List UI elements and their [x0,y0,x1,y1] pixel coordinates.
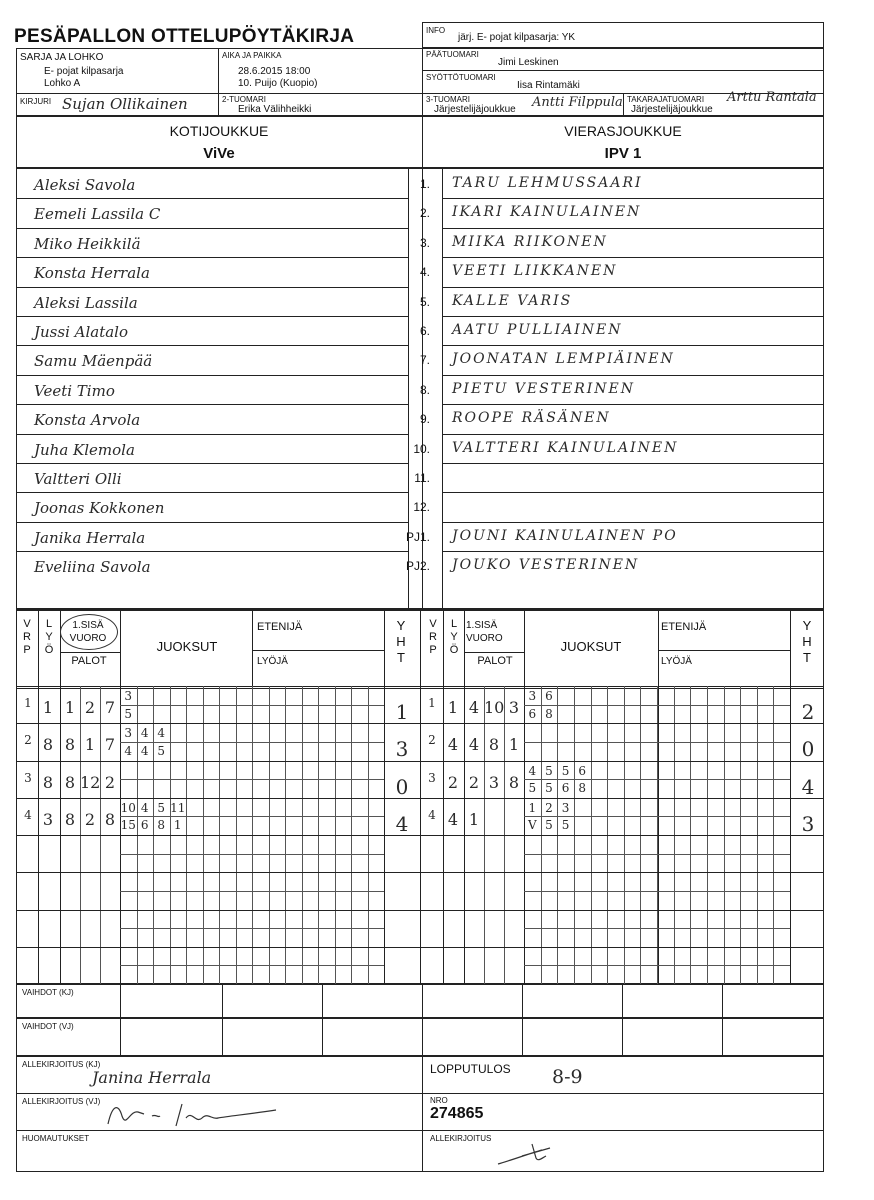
home-player: Aleksi Lassila [34,293,138,312]
roster-number: 11. [414,471,430,485]
home-player: Konsta Herrala [34,264,150,283]
palot-value: 1 [64,698,76,717]
away-player: JOONATAN LEMPIÄINEN [452,351,675,368]
inning-batter: 4 [447,735,459,755]
tuomari2-label: 2-TUOMARI [222,95,266,104]
kirjuri-label: KIRJURI [20,97,52,106]
away-v-header: V R P [429,618,437,656]
roster-number: 1. [419,177,430,191]
away-player: JOUKO VESTERINEN [452,557,640,574]
home-sisa-header: 1.SISÄ VUORO [69,620,107,644]
away-player: TARU LEHMUSSAARI [452,175,643,191]
away-player: PIETU VESTERINEN [452,380,636,397]
run-top: 3 [124,689,133,703]
inning-total: 4 [395,811,409,836]
tuomari3-hand: Antti Filppula [532,95,623,110]
roster-number: 2. [419,206,430,221]
run-top: 3 [528,689,537,703]
sarja-label: SARJA JA LOHKO [20,52,104,63]
run-bottom: 1 [173,818,182,833]
info-value: järj. E- pojat kilpasarja: YK [458,32,576,43]
run-bottom: 5 [561,818,570,833]
tuomari3-value: Järjestelijäjoukkue [434,104,516,115]
inning-total: 0 [801,737,815,762]
home-yht-header: Y H T [396,618,406,665]
lopputulos-value: 8-9 [552,1066,583,1088]
away-player: JOUNI KAINULAINEN PO [452,527,678,544]
run-bottom: 6 [140,818,149,833]
away-sisa-header: 1.SISÄ VUORO [466,620,503,644]
inning-batter: 8 [42,735,54,755]
palot-value: 1 [468,809,480,829]
inning-total: 1 [395,700,409,724]
takaraja-hand: Arttu Rantala [727,90,817,105]
away-player: KALLE VARIS [452,292,573,309]
run-top: 10 [120,800,136,815]
takaraja-value: Järjestelijäjoukkue [631,104,713,115]
palot-value: 2 [104,772,116,792]
away-yht-header: Y H T [802,618,812,665]
paatuomari-value: Jimi Leskinen [498,57,559,68]
palot-value: 4 [468,735,480,755]
run-bottom: 15 [120,818,136,833]
nro-value: 274865 [430,1105,484,1122]
roster-number: PJ2. [405,559,430,574]
home-lyoja-header: LYÖJÄ [257,656,288,667]
run-bottom: 4 [140,743,149,758]
inning-batter: 1 [447,698,459,717]
away-palot-header: PALOT [477,655,513,667]
palot-value: 2 [84,698,96,717]
run-bottom: 6 [561,781,570,796]
home-team-label: KOTIJOUKKUE [169,123,269,139]
run-top: 5 [561,763,570,778]
paatuomari-label: PÄÄTUOMARI [426,50,479,59]
palot-value: 4 [468,698,480,717]
nro-label: NRO [430,1096,448,1105]
vaihdot-vj-label: VAIHDOT (VJ) [22,1022,74,1031]
run-top: 3 [124,726,133,741]
away-lyoja-header: LYÖJÄ [661,656,692,667]
inning-batter: 3 [42,809,54,829]
away-player: VEETI LIIKKANEN [452,263,618,280]
home-team-name: ViVe [203,145,235,162]
away-player: MIIKA RIIKONEN [452,233,608,250]
tuomari2-value: Erika Välihheikki [238,104,312,115]
home-player: Eemeli Lassila C [34,205,161,224]
sarja-value: E- pojat kilpasarja [44,66,124,77]
inning-number: 3 [428,770,436,785]
kirjuri-value: Sujan Ollikainen [62,95,188,113]
palot-value: 3 [488,772,500,792]
roster-number: 5. [419,294,430,309]
inning-total: 2 [801,700,815,724]
palot-value: 2 [84,809,96,829]
vaihdot-kj-box [16,984,824,1018]
info-label: INFO [426,26,446,35]
vaihdot-kj-label: VAIHDOT (KJ) [22,988,74,997]
syotto-value: Iisa Rintamäki [517,80,580,91]
palot-value: 7 [104,735,116,755]
run-bottom: 8 [578,781,586,796]
page-title: PESÄPALLON OTTELUPÖYTÄKIRJA [14,26,355,47]
inning-total: 4 [801,774,815,799]
allekirjoitus-label: ALLEKIRJOITUS [430,1134,492,1143]
run-bottom: 6 [528,706,537,721]
syotto-label: SYÖTTÖTUOMARI [426,73,496,82]
aika-label: AIKA JA PAIKKA [222,51,282,60]
inning-total: 3 [801,811,815,836]
inning-batter: 8 [42,772,54,792]
home-juoksut-header: JUOKSUT [156,639,218,654]
run-top: 4 [157,726,166,741]
palot-value: 8 [64,772,76,792]
run-top: 4 [140,726,149,741]
inning-batter: 2 [447,772,459,792]
run-bottom: 5 [157,743,166,758]
run-bottom: 4 [124,743,133,758]
paikka-value: 10. Puijo (Kuopio) [238,78,318,89]
run-top: 11 [170,800,186,815]
lohko-value: Lohko A [44,78,81,89]
palot-value: 3 [508,698,520,717]
run-bottom: 8 [157,818,166,833]
roster-number: 6. [419,324,430,338]
inning-number: 4 [428,807,436,822]
away-etenija-header: ETENIJÄ [661,621,707,633]
home-player: Joonas Kokkonen [34,499,165,518]
home-player: Janika Herrala [34,528,146,547]
vaihdot-vj-box [16,1018,824,1056]
lopputulos-label: LOPPUTULOS [430,1062,511,1076]
home-etenija-header: ETENIJÄ [257,621,303,633]
home-player: Jussi Alatalo [34,323,129,341]
away-player: AATU PULLIAINEN [452,322,623,338]
inning-total: 0 [395,774,409,799]
huomautukset-label: HUOMAUTUKSET [22,1134,90,1143]
allekirjoitus-vj-label: ALLEKIRJOITUS (VJ) [22,1097,101,1106]
run-bottom: 5 [528,781,537,796]
away-player: ROOPE RÄSÄNEN [452,410,611,427]
inning-batter: 4 [447,809,459,829]
roster-number: 4. [419,265,430,280]
home-v-header: V R P [23,618,31,656]
palot-value: 8 [104,809,116,829]
away-team-label: VIERASJOUKKUE [564,123,682,139]
palot-value: 8 [64,735,76,755]
roster-number: 7. [419,353,430,368]
inning-number: 1 [428,696,436,710]
run-bottom: 5 [124,706,133,721]
allekirjoitus-kj-label: ALLEKIRJOITUS (KJ) [22,1060,101,1069]
inning-number: 2 [428,733,436,748]
roster-number: PJ1. [405,529,430,544]
home-player: Samu Mäenpää [34,352,153,371]
palot-value: 7 [104,698,116,717]
home-player: Juha Klemola [34,440,135,459]
allekirjoitus-vj-signature [100,1096,300,1132]
roster-number: 12. [413,500,430,515]
home-player: Eveliina Savola [34,558,151,577]
palot-value: 1 [508,735,520,755]
inning-number: 4 [24,807,32,822]
palot-value: 10 [484,698,505,717]
run-bottom: 5 [545,818,553,833]
inning-number: 3 [24,770,32,785]
home-player: Konsta Arvola [34,411,141,430]
run-top: 4 [140,800,149,815]
inning-total: 3 [395,737,409,762]
run-top: 1 [528,800,537,815]
run-bottom: 5 [545,781,553,796]
roster-number: 9. [419,412,430,427]
run-bottom: V [527,818,537,833]
run-top: 4 [528,763,537,778]
allekirjoitus-kj-signature: Janina Herrala [92,1068,212,1087]
palot-value: 8 [508,772,520,792]
away-player: IKARI KAINULAINEN [452,204,642,221]
aika-value: 28.6.2015 18:00 [238,66,311,77]
palot-value: 1 [84,735,96,755]
roster-number: 3. [419,235,430,250]
tuomari3-label: 3-TUOMARI [426,95,470,104]
run-top: 6 [545,689,553,703]
run-bottom: 8 [545,706,553,721]
run-top: 3 [561,800,570,815]
away-team-name: IPV 1 [604,145,642,162]
palot-value: 8 [64,809,76,829]
home-palot-header: PALOT [71,655,107,667]
home-player: Valtteri Olli [34,470,122,488]
home-player: Veeti Timo [34,381,115,400]
palot-value: 8 [488,735,500,755]
palot-value: 2 [468,772,480,792]
away-juoksut-header: JUOKSUT [560,639,622,654]
run-top: 5 [545,763,553,778]
allekirjoitus-signature [492,1138,572,1168]
run-top: 6 [578,763,586,778]
inning-number: 2 [24,733,32,748]
roster-number: 8. [419,382,430,397]
roster-number: 10. [413,441,430,456]
away-player: VALTTERI KAINULAINEN [452,439,679,456]
home-player: Aleksi Savola [34,176,136,194]
inning-number: 1 [24,696,32,710]
takaraja-label: TAKARAJATUOMARI [627,95,705,104]
home-player: Miko Heikkilä [34,234,141,253]
inning-batter: 1 [42,698,54,717]
palot-value: 12 [80,772,101,792]
home-l-header: L Y Ö [44,618,54,656]
away-l-header: L Y Ö [449,618,459,656]
run-top: 2 [545,800,553,815]
run-top: 5 [157,800,166,815]
